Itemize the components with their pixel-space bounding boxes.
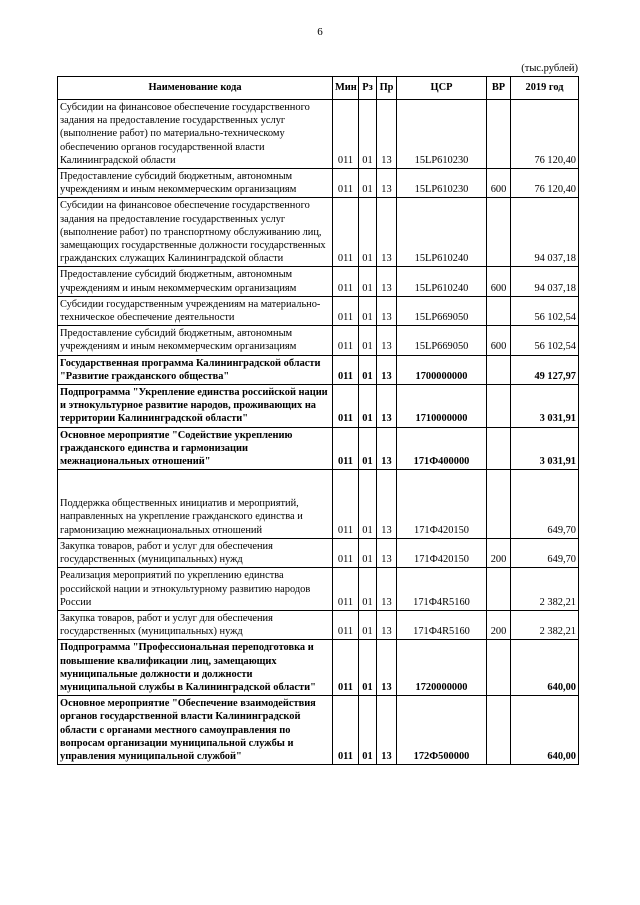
cell-amount: 3 031,91	[511, 385, 579, 428]
cell-csr: 1710000000	[397, 385, 487, 428]
cell-vr: 600	[487, 267, 511, 296]
cell-csr: 15LP669050	[397, 296, 487, 325]
cell-min: 011	[333, 568, 359, 611]
cell-min: 011	[333, 696, 359, 765]
cell-min: 011	[333, 610, 359, 639]
cell-min: 011	[333, 640, 359, 696]
cell-pr: 13	[377, 296, 397, 325]
table-row	[58, 267, 579, 296]
cell-name	[58, 385, 333, 428]
cell-rz: 01	[359, 267, 377, 296]
cell-vr	[487, 427, 511, 470]
table-row	[58, 568, 579, 611]
cell-min: 011	[333, 538, 359, 567]
cell-name	[58, 355, 333, 384]
cell-pr: 13	[377, 355, 397, 384]
header-pr: Пр	[377, 77, 397, 100]
cell-rz: 01	[359, 198, 377, 267]
cell-pr: 13	[377, 470, 397, 539]
cell-rz: 01	[359, 355, 377, 384]
table-row	[58, 610, 579, 639]
cell-min: 011	[333, 296, 359, 325]
page-number: 6	[317, 26, 323, 38]
cell-name	[58, 296, 333, 325]
cell-vr	[487, 355, 511, 384]
cell-csr: 1700000000	[397, 355, 487, 384]
cell-amount: 640,00	[511, 696, 579, 765]
table-header-row	[58, 77, 579, 100]
table-row	[58, 296, 579, 325]
cell-min: 011	[333, 427, 359, 470]
cell-amount: 76 120,40	[511, 169, 579, 198]
cell-vr: 600	[487, 169, 511, 198]
table-body	[58, 100, 579, 765]
table-row	[58, 385, 579, 428]
header-year: 2019 год	[511, 77, 579, 100]
cell-rz: 01	[359, 640, 377, 696]
cell-rz: 01	[359, 610, 377, 639]
cell-name	[58, 267, 333, 296]
cell-min: 011	[333, 267, 359, 296]
cell-name	[58, 610, 333, 639]
cell-rz: 01	[359, 538, 377, 567]
cell-csr: 15LP669050	[397, 326, 487, 355]
cell-amount: 649,70	[511, 538, 579, 567]
table-row	[58, 355, 579, 384]
cell-min: 011	[333, 470, 359, 539]
cell-rz: 01	[359, 169, 377, 198]
cell-pr: 13	[377, 538, 397, 567]
row-name-text: Закупка товаров, работ и услуг для обеспечения государственных (муниципальных) нужд	[60, 612, 273, 638]
cell-csr: 171Ф420150	[397, 538, 487, 567]
cell-amount: 76 120,40	[511, 100, 579, 169]
cell-name	[58, 568, 333, 611]
cell-pr: 13	[377, 610, 397, 639]
row-name-text: Предоставление субсидий бюджетным, автономным учреждениям и иным некоммерческим организациям	[60, 269, 297, 294]
cell-csr: 171Ф400000	[397, 427, 487, 470]
cell-name	[58, 427, 333, 470]
row-name-text: Реализация мероприятий по укреплению единства российской нации и этнокультурному развитию народов России	[60, 570, 311, 608]
cell-vr: 600	[487, 326, 511, 355]
cell-csr: 171Ф4R5160	[397, 568, 487, 611]
row-name-text: Основное мероприятие "Обеспечение взаимодействия органов государственной власти Калининградской области с органами местного самоуправления по вопросам организации муниципальной службы и управления муниципальной службой"	[60, 698, 316, 762]
cell-min: 011	[333, 169, 359, 198]
cell-vr	[487, 296, 511, 325]
cell-rz: 01	[359, 100, 377, 169]
budget-table	[57, 76, 579, 765]
row-name-text: Подпрограмма "Профессиональная переподготовка и повышение квалификации лиц, замещающих муниципальные должности и должности муниципальной службы в Калининградской области"	[60, 642, 316, 693]
table-row	[58, 100, 579, 169]
cell-amount: 649,70	[511, 470, 579, 539]
cell-csr: 172Ф500000	[397, 696, 487, 765]
header-name: Наименование кода	[58, 77, 333, 100]
cell-vr	[487, 198, 511, 267]
cell-name	[58, 100, 333, 169]
cell-amount: 2 382,21	[511, 610, 579, 639]
row-name-text: Поддержка общественных инициатив и мероприятий, направленных на укрепление гражданского единства и гармонизацию межнациональных отношений	[60, 498, 303, 536]
cell-name	[58, 640, 333, 696]
cell-vr	[487, 568, 511, 611]
cell-pr: 13	[377, 267, 397, 296]
cell-name	[58, 169, 333, 198]
cell-csr: 15LP610240	[397, 198, 487, 267]
table-row	[58, 169, 579, 198]
header-min: Мин	[333, 77, 359, 100]
cell-rz: 01	[359, 568, 377, 611]
cell-rz: 01	[359, 385, 377, 428]
cell-csr: 15LP610230	[397, 169, 487, 198]
cell-amount: 56 102,54	[511, 296, 579, 325]
cell-vr	[487, 100, 511, 169]
cell-amount: 640,00	[511, 640, 579, 696]
cell-amount: 56 102,54	[511, 326, 579, 355]
row-name-text: Предоставление субсидий бюджетным, автономным учреждениям и иным некоммерческим организациям	[60, 328, 297, 353]
table-row	[58, 326, 579, 355]
cell-csr: 15LP610240	[397, 267, 487, 296]
cell-amount: 49 127,97	[511, 355, 579, 384]
header-vr: ВР	[487, 77, 511, 100]
cell-csr: 171Ф4R5160	[397, 610, 487, 639]
row-name-text: Предоставление субсидий бюджетным, автономным учреждениям и иным некоммерческим организациям	[60, 171, 297, 196]
cell-name	[58, 538, 333, 567]
cell-pr: 13	[377, 198, 397, 267]
cell-min: 011	[333, 385, 359, 428]
cell-name	[58, 198, 333, 267]
cell-name	[58, 326, 333, 355]
cell-min: 011	[333, 326, 359, 355]
cell-vr	[487, 385, 511, 428]
cell-csr: 171Ф420150	[397, 470, 487, 539]
cell-pr: 13	[377, 385, 397, 428]
row-name-text: Субсидии государственным учреждениям на материально-техническое обеспечение деятельности	[60, 298, 321, 324]
table-row	[58, 538, 579, 567]
cell-name	[58, 696, 333, 765]
cell-vr	[487, 696, 511, 765]
cell-min: 011	[333, 198, 359, 267]
cell-amount: 94 037,18	[511, 198, 579, 267]
cell-amount: 94 037,18	[511, 267, 579, 296]
cell-vr: 200	[487, 610, 511, 639]
cell-pr: 13	[377, 100, 397, 169]
cell-rz: 01	[359, 296, 377, 325]
header-csr: ЦСР	[397, 77, 487, 100]
cell-rz: 01	[359, 696, 377, 765]
row-name-text: Закупка товаров, работ и услуг для обеспечения государственных (муниципальных) нужд	[60, 540, 273, 566]
table-row	[58, 640, 579, 696]
row-name-text: Подпрограмма "Укрепление единства российской нации и этнокультурное развитие народов, проживающих на территории Калининградской области"	[60, 387, 328, 425]
row-name-text: Субсидии на финансовое обеспечение государственного задания на предоставление государственных услуг (выполнение работ) по материально-техническому обеспечению органов государственной власти Калининградской области	[60, 102, 310, 166]
cell-rz: 01	[359, 427, 377, 470]
cell-pr: 13	[377, 640, 397, 696]
cell-pr: 13	[377, 568, 397, 611]
cell-pr: 13	[377, 326, 397, 355]
cell-min: 011	[333, 355, 359, 384]
cell-vr	[487, 640, 511, 696]
cell-csr: 15LP610230	[397, 100, 487, 169]
table-row	[58, 427, 579, 470]
cell-csr: 1720000000	[397, 640, 487, 696]
units-label: (тыс.рублей)	[521, 63, 578, 74]
table-row	[58, 696, 579, 765]
header-rz: Рз	[359, 77, 377, 100]
cell-pr: 13	[377, 427, 397, 470]
row-name-text: Государственная программа Калининградской области "Развитие гражданского общества"	[60, 357, 321, 382]
cell-amount: 2 382,21	[511, 568, 579, 611]
table-row	[58, 470, 579, 539]
cell-vr: 200	[487, 538, 511, 567]
cell-pr: 13	[377, 169, 397, 198]
cell-amount: 3 031,91	[511, 427, 579, 470]
cell-min: 011	[333, 100, 359, 169]
cell-rz: 01	[359, 470, 377, 539]
cell-vr	[487, 470, 511, 539]
row-name-text: Основное мероприятие "Содействие укреплению гражданского единства и гармонизации межнациональных отношений"	[60, 429, 293, 468]
row-name-text: Субсидии на финансовое обеспечение государственного задания на предоставление государственных услуг (выполнение работ) по транспортному обслуживанию лиц, замещающих государственные должности государственных гражданских служащих Калининградской области	[60, 200, 326, 265]
cell-pr: 13	[377, 696, 397, 765]
cell-name	[58, 470, 333, 539]
cell-rz: 01	[359, 326, 377, 355]
table-row	[58, 198, 579, 267]
